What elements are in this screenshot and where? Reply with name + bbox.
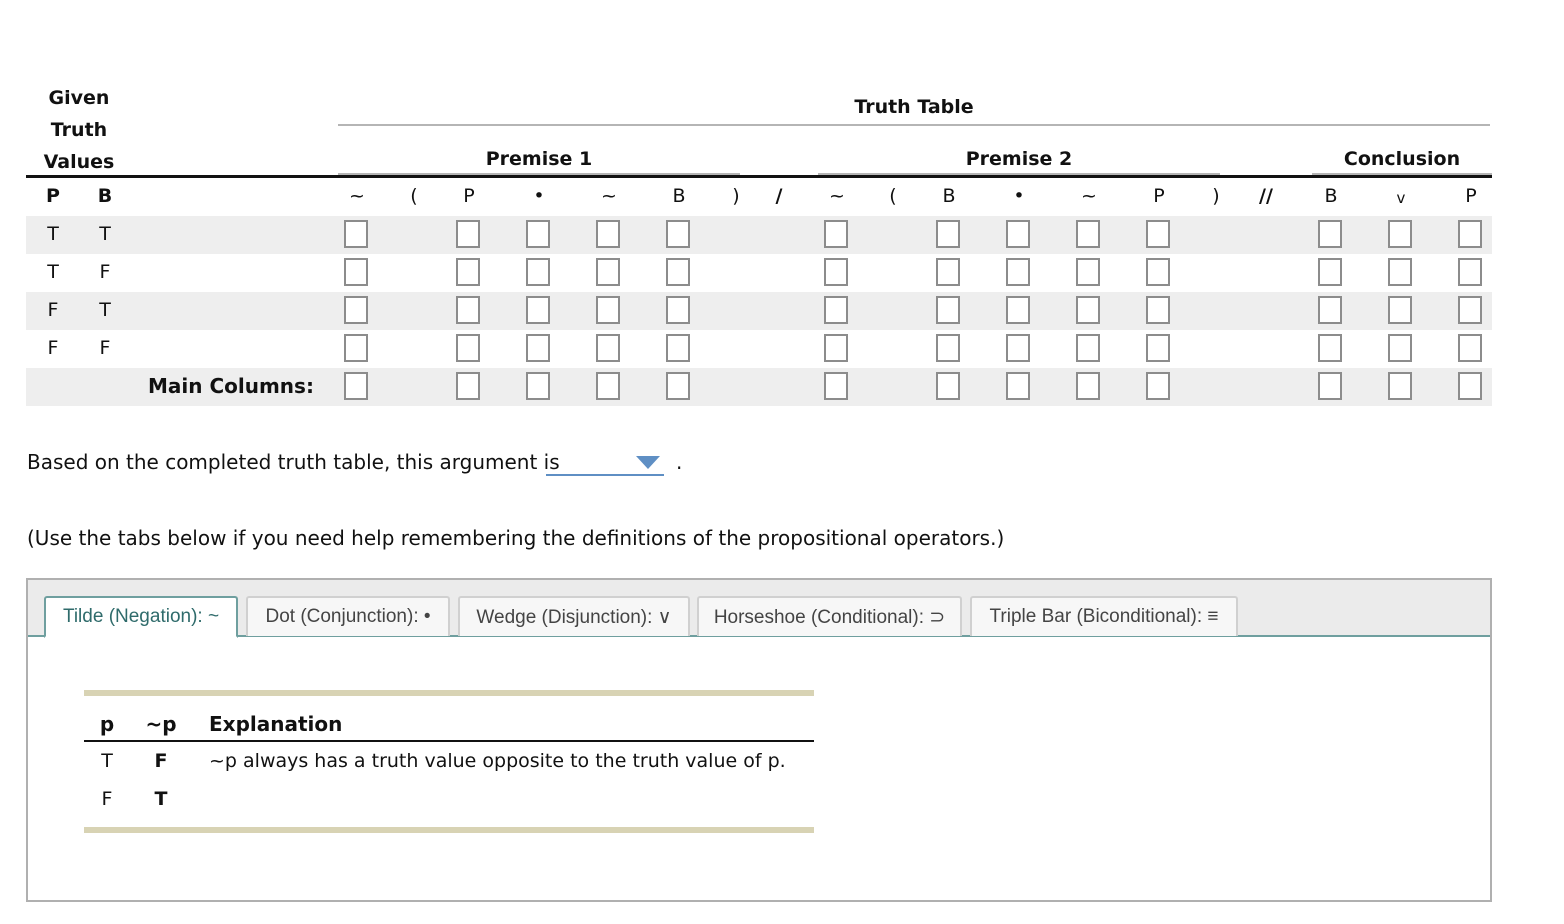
chevron-down-icon xyxy=(636,456,660,469)
given-value: F xyxy=(99,337,111,359)
definition-bottom-rule xyxy=(84,827,814,833)
truth-value-checkbox[interactable] xyxy=(666,258,690,286)
given-value: T xyxy=(47,223,59,245)
truth-value-checkbox[interactable] xyxy=(1076,296,1100,324)
truth-value-checkbox[interactable] xyxy=(666,220,690,248)
col-tilde: ~ xyxy=(829,185,845,207)
truth-value-checkbox[interactable] xyxy=(526,258,550,286)
col-p: P xyxy=(1465,185,1477,207)
given-value: F xyxy=(99,261,111,283)
conclusion-label: Conclusion xyxy=(1343,148,1461,170)
col-dot: • xyxy=(1013,185,1025,207)
definition-top-rule xyxy=(84,690,814,696)
given-value: T xyxy=(47,261,59,283)
def-header-p: p xyxy=(99,712,115,736)
given-truth-values-heading xyxy=(26,82,132,178)
row-band-4 xyxy=(26,330,1492,368)
col-p: P xyxy=(1153,185,1165,207)
truth-table-title: Truth Table xyxy=(854,96,974,118)
tab-dot-conjunction[interactable]: Dot (Conjunction): • xyxy=(246,596,450,636)
tab-wedge-disjunction[interactable]: Wedge (Disjunction): ∨ xyxy=(458,596,690,636)
def-p-value: F xyxy=(101,788,113,810)
truth-value-checkbox[interactable] xyxy=(596,258,620,286)
col-b: B xyxy=(1324,185,1338,207)
tab-horseshoe-conditional[interactable]: Horseshoe (Conditional): ⊃ xyxy=(697,596,962,636)
col-rparen: ) xyxy=(732,185,740,207)
row-band-2 xyxy=(26,254,1492,292)
truth-value-checkbox[interactable] xyxy=(1076,334,1100,362)
main-column-checkbox[interactable] xyxy=(824,372,848,400)
tab-tilde-negation[interactable]: Tilde (Negation): ~ xyxy=(44,596,238,638)
given-line-3: Values xyxy=(43,151,115,173)
help-text: (Use the tabs below if you need help remembering the definitions of the propositional operators.) xyxy=(27,526,1005,550)
truth-value-checkbox[interactable] xyxy=(344,334,368,362)
col-double-slash: // xyxy=(1259,185,1273,207)
truth-value-checkbox[interactable] xyxy=(936,334,960,362)
col-tilde: ~ xyxy=(1081,185,1097,207)
main-column-checkbox[interactable] xyxy=(1006,372,1030,400)
col-b: B xyxy=(942,185,956,207)
col-slash: / xyxy=(775,185,783,207)
truth-value-checkbox[interactable] xyxy=(596,296,620,324)
truth-value-checkbox[interactable] xyxy=(1006,220,1030,248)
main-column-checkbox[interactable] xyxy=(1076,372,1100,400)
truth-value-checkbox[interactable] xyxy=(526,220,550,248)
main-column-checkbox[interactable] xyxy=(666,372,690,400)
given-value: F xyxy=(47,337,59,359)
truth-value-checkbox[interactable] xyxy=(456,258,480,286)
truth-value-checkbox[interactable] xyxy=(824,220,848,248)
truth-value-checkbox[interactable] xyxy=(1388,296,1412,324)
truth-value-checkbox[interactable] xyxy=(1318,296,1342,324)
def-header-not-p: ~p xyxy=(145,712,177,736)
truth-value-checkbox[interactable] xyxy=(936,258,960,286)
truth-value-checkbox[interactable] xyxy=(666,296,690,324)
def-not-p-value: T xyxy=(154,788,168,810)
truth-value-checkbox[interactable] xyxy=(1388,334,1412,362)
truth-value-checkbox[interactable] xyxy=(1146,296,1170,324)
truth-value-checkbox[interactable] xyxy=(1388,258,1412,286)
def-header-explanation: Explanation xyxy=(209,712,343,736)
sentence-period: . xyxy=(676,450,683,474)
truth-value-checkbox[interactable] xyxy=(526,296,550,324)
main-column-checkbox[interactable] xyxy=(344,372,368,400)
truth-value-checkbox[interactable] xyxy=(1076,220,1100,248)
definition-header-rule xyxy=(84,740,814,742)
truth-value-checkbox[interactable] xyxy=(456,220,480,248)
given-value: T xyxy=(99,223,111,245)
argument-sentence: Based on the completed truth table, this argument is xyxy=(27,450,560,474)
truth-value-checkbox[interactable] xyxy=(1458,258,1482,286)
col-lparen: ( xyxy=(889,185,897,207)
main-column-checkbox[interactable] xyxy=(936,372,960,400)
def-not-p-value: F xyxy=(154,750,168,772)
premise-1-label: Premise 1 xyxy=(485,148,593,170)
truth-value-checkbox[interactable] xyxy=(1006,334,1030,362)
truth-value-checkbox[interactable] xyxy=(1076,258,1100,286)
main-column-checkbox[interactable] xyxy=(1318,372,1342,400)
truth-value-checkbox[interactable] xyxy=(596,334,620,362)
main-column-checkbox[interactable] xyxy=(1146,372,1170,400)
truth-value-checkbox[interactable] xyxy=(666,334,690,362)
truth-value-checkbox[interactable] xyxy=(1458,296,1482,324)
truth-value-checkbox[interactable] xyxy=(1388,220,1412,248)
col-lparen: ( xyxy=(410,185,418,207)
truth-value-checkbox[interactable] xyxy=(1318,220,1342,248)
col-wedge: v xyxy=(1396,189,1406,207)
truth-value-checkbox[interactable] xyxy=(456,334,480,362)
given-col-b: B xyxy=(97,185,113,207)
truth-value-checkbox[interactable] xyxy=(936,220,960,248)
truth-value-checkbox[interactable] xyxy=(1146,258,1170,286)
col-p: P xyxy=(463,185,475,207)
truth-value-checkbox[interactable] xyxy=(1458,334,1482,362)
col-tilde: ~ xyxy=(349,185,365,207)
truth-value-checkbox[interactable] xyxy=(526,334,550,362)
given-col-p: P xyxy=(46,185,60,207)
col-rparen: ) xyxy=(1212,185,1220,207)
def-p-value: T xyxy=(101,750,113,772)
main-column-checkbox[interactable] xyxy=(526,372,550,400)
main-column-checkbox[interactable] xyxy=(1388,372,1412,400)
col-tilde: ~ xyxy=(601,185,617,207)
truth-value-checkbox[interactable] xyxy=(824,258,848,286)
header-thick-rule xyxy=(26,175,1492,178)
premise-2-label: Premise 2 xyxy=(965,148,1073,170)
truth-value-checkbox[interactable] xyxy=(344,258,368,286)
col-dot: • xyxy=(533,185,545,207)
truth-value-checkbox[interactable] xyxy=(1318,334,1342,362)
truth-value-checkbox[interactable] xyxy=(344,220,368,248)
main-columns-label: Main Columns: xyxy=(148,374,314,398)
tab-triple-bar-biconditional[interactable]: Triple Bar (Biconditional): ≡ xyxy=(970,596,1238,636)
truth-value-checkbox[interactable] xyxy=(1458,220,1482,248)
truth-value-checkbox[interactable] xyxy=(936,296,960,324)
truth-value-checkbox[interactable] xyxy=(596,220,620,248)
given-line-2: Truth xyxy=(50,119,108,141)
main-column-checkbox[interactable] xyxy=(1458,372,1482,400)
row-band-1 xyxy=(26,216,1492,254)
truth-value-checkbox[interactable] xyxy=(1318,258,1342,286)
truth-table-rule xyxy=(338,124,1490,126)
truth-value-checkbox[interactable] xyxy=(824,334,848,362)
col-b: B xyxy=(672,185,686,207)
validity-dropdown[interactable] xyxy=(546,450,664,476)
truth-value-checkbox[interactable] xyxy=(1146,220,1170,248)
truth-value-checkbox[interactable] xyxy=(1006,258,1030,286)
row-band-3 xyxy=(26,292,1492,330)
main-column-checkbox[interactable] xyxy=(456,372,480,400)
main-column-checkbox[interactable] xyxy=(596,372,620,400)
truth-value-checkbox[interactable] xyxy=(344,296,368,324)
truth-value-checkbox[interactable] xyxy=(1006,296,1030,324)
given-value: F xyxy=(47,299,59,321)
given-line-1: Given xyxy=(48,87,110,109)
truth-value-checkbox[interactable] xyxy=(824,296,848,324)
def-explanation: ~p always has a truth value opposite to the truth value of p. xyxy=(209,750,786,772)
truth-value-checkbox[interactable] xyxy=(456,296,480,324)
given-value: T xyxy=(99,299,111,321)
truth-value-checkbox[interactable] xyxy=(1146,334,1170,362)
